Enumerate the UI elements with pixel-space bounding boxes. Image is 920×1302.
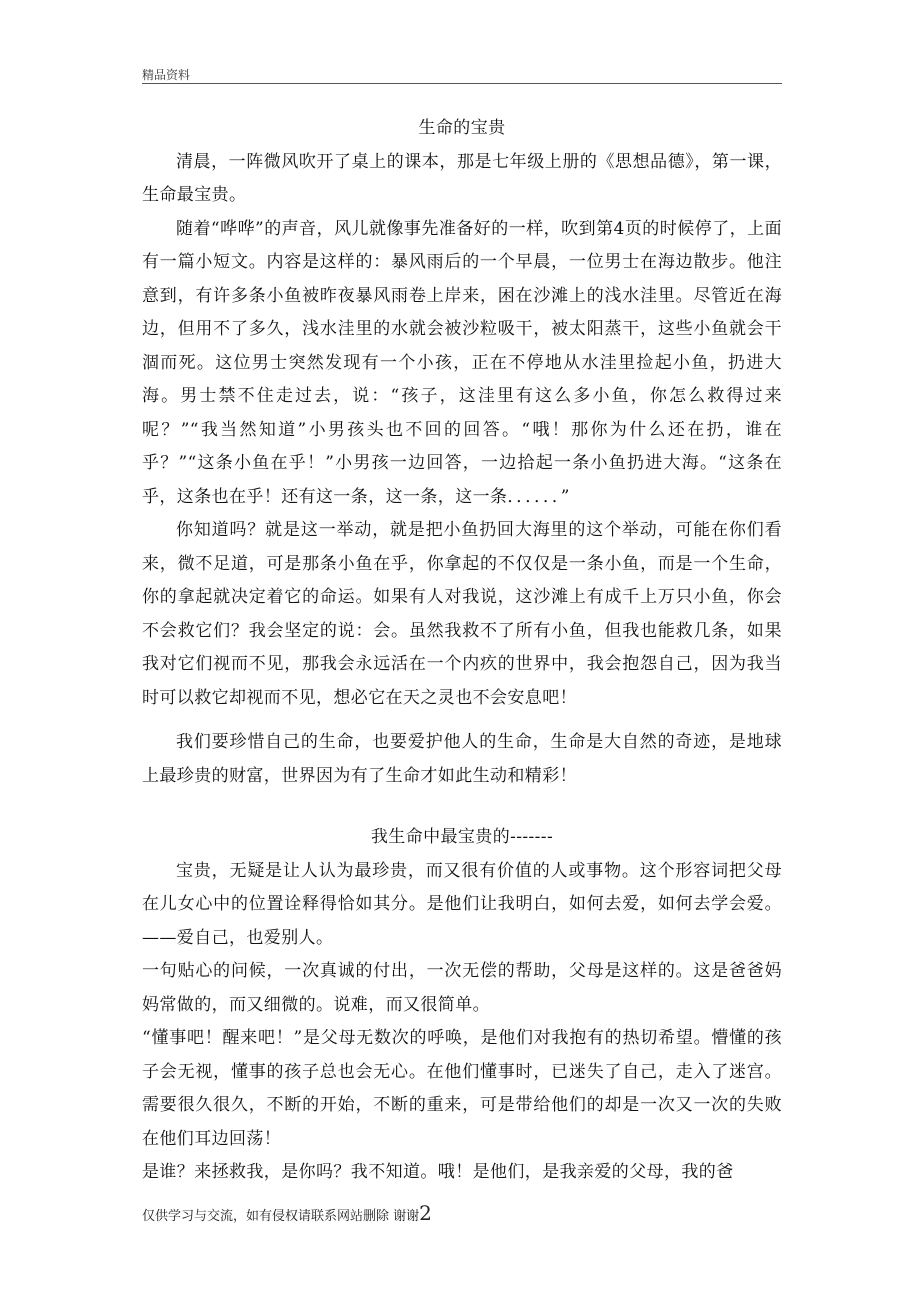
article-title: 生命的宝贵 xyxy=(418,118,506,138)
paragraph: 我们要珍惜自己的生命，也要爱护他人的生命，生命是大自然的奇迹，是地球上最珍贵的财富，世界因为有了生命才如此生动和精彩！ xyxy=(142,732,782,786)
paragraph: 随着“哗哗”的声音，风儿就像事先准备好的一样，吹到第4页的时候停了，上面有一篇小短文。内容是这样的：暴风雨后的一个早晨，一位男士在海边散步。他注意到，有许多条小鱼被昨夜暴风雨卷上岸来，困在沙滩上的浅水洼里。尽管近在海边，但用不了多久，浅水洼里的水就会被沙粒吸干，被太阳蒸干，这些小鱼就会干涸而死。这位男士突然发现有一个小孩，正在不停地从水洼里捡起小鱼，扔进大海。男士禁不住走过去，说：“孩子，这洼里有这么多小鱼，你怎么救得过来呢？”“我当然知道”小男孩头也不回的回答。“哦！那你为什么还在扔，谁在乎？”“这条小鱼在乎！”小男孩一边回答，一边拾起一条小鱼扔进大海。“这条在乎，这条也在乎！还有这一条，这一条，这一条．．．．．．” xyxy=(142,218,782,507)
paragraph: 你知道吗？就是这一举动，就是把小鱼扔回大海里的这个举动，可能在你们看来，微不足道，可是那条小鱼在乎，你拿起的不仅仅是一条小鱼，而是一个生命，你的拿起就决定着它的命运。如果有人对我说，这沙滩上有成千上万只小鱼，你会不会救它们？我会坚定的说：会。虽然我救不了所有小鱼，但我也能救几条，如果我对它们视而不见，那我会永远活在一个内疚的世界中，我会抱怨自己，因为我当时可以救它却视而不见，想必它在天之灵也不会安息吧！ xyxy=(142,520,782,708)
section-title: 我生命中最宝贵的------- xyxy=(370,827,554,847)
header-label: 精品资料 xyxy=(142,68,191,82)
footer xyxy=(142,1201,432,1225)
paragraph: 是谁？来拯救我，是你吗？我不知道。哦！是他们，是我亲爱的父母，我的爸 xyxy=(142,1162,734,1182)
paragraph: 一句贴心的问候，一次真诚的付出，一次无偿的帮助，父母是这样的。这是爸爸妈妈常做的，而又细微的。说难，而又很简单。 xyxy=(142,961,782,1015)
paragraph: 宝贵，无疑是让人认为最珍贵，而又很有价值的人或事物。这个形容词把父母在儿女心中的位置诠释得恰如其分。是他们让我明白，如何去爱，如何去学会爱。 ——爱自己，也爱别人。 xyxy=(142,860,782,948)
paragraph: 清晨，一阵微风吹开了桌上的课本，那是七年级上册的《思想品德》，第一课，生命最宝贵。 xyxy=(142,151,782,205)
document-body xyxy=(142,112,782,1190)
paragraph: “懂事吧！醒来吧！”是父母无数次的呼唤，是他们对我抱有的热切希望。懵懂的孩子会无视，懂事的孩子总也会无心。在他们懂事时，已迷失了自己，走入了迷宫。需要很久很久，不断的开始，不断的重来，可是带给他们的却是一次又一次的失败在他们耳边回荡！ xyxy=(142,1028,782,1149)
footer-notice: 仅供学习与交流，如有侵权请联系网站删除 谢谢 xyxy=(142,1209,420,1224)
header-divider xyxy=(142,83,782,84)
page-number: 2 xyxy=(419,1201,432,1225)
